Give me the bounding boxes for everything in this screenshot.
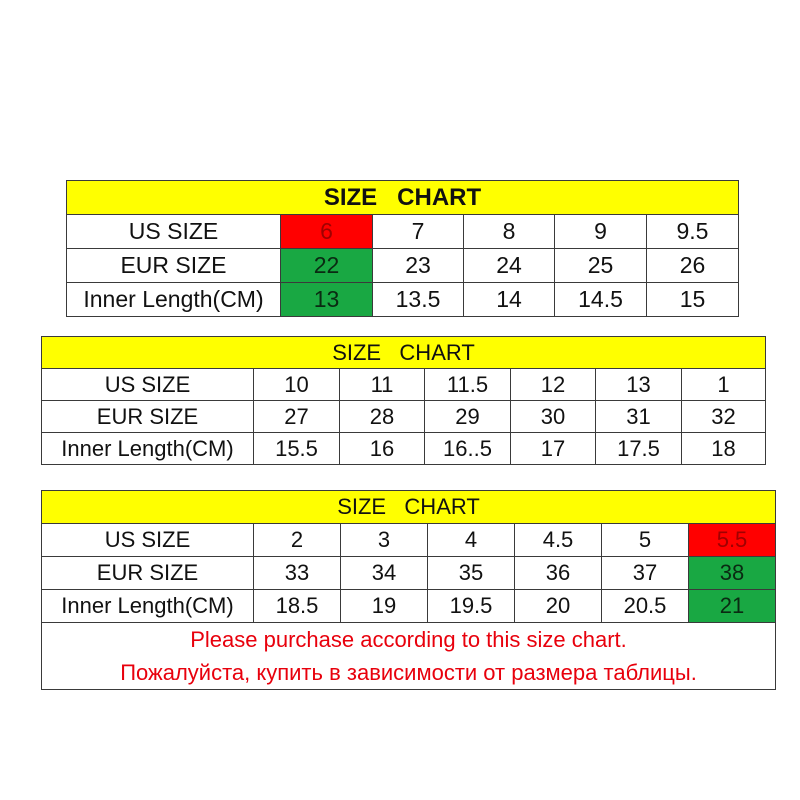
us-size-row (42, 369, 766, 401)
size-cell: 35 (428, 557, 515, 590)
us-size-row (42, 524, 776, 557)
row-label-eur-size: EUR SIZE (42, 557, 254, 590)
us-size-row (67, 215, 739, 249)
size-cell-highlighted: 6 (281, 215, 373, 249)
size-cell: 13 (596, 369, 682, 401)
size-cell: 17.5 (596, 433, 682, 465)
size-cell: 20 (515, 590, 602, 623)
size-cell: 5 (602, 524, 689, 557)
row-label-inner-length: Inner Length(CM) (42, 590, 254, 623)
size-cell: 4.5 (515, 524, 602, 557)
purchase-note-row (42, 623, 776, 690)
size-cell: 28 (340, 401, 425, 433)
inner-length-row (67, 283, 739, 317)
size-cell: 9 (555, 215, 647, 249)
size-cell: 11.5 (425, 369, 511, 401)
size-cell: 25 (555, 249, 647, 283)
size-cell: 12 (511, 369, 596, 401)
purchase-note (42, 623, 776, 690)
chart-title: SIZE CHART (42, 491, 776, 524)
size-cell: 17 (511, 433, 596, 465)
chart-title: SIZE CHART (42, 337, 766, 369)
row-label-inner-length: Inner Length(CM) (42, 433, 254, 465)
eur-size-row (67, 249, 739, 283)
row-label-inner-length: Inner Length(CM) (67, 283, 281, 317)
size-cell-highlighted: 5.5 (689, 524, 776, 557)
size-cell: 18.5 (254, 590, 341, 623)
row-label-eur-size: EUR SIZE (42, 401, 254, 433)
size-cell: 16 (340, 433, 425, 465)
size-cell: 20.5 (602, 590, 689, 623)
size-cell: 34 (341, 557, 428, 590)
size-cell: 13.5 (373, 283, 464, 317)
eur-size-row (42, 557, 776, 590)
size-cell: 15.5 (254, 433, 340, 465)
size-cell: 9.5 (647, 215, 739, 249)
size-cell: 8 (464, 215, 555, 249)
size-cell-highlighted: 22 (281, 249, 373, 283)
size-cell: 14.5 (555, 283, 647, 317)
size-cell: 2 (254, 524, 341, 557)
row-label-us-size: US SIZE (42, 369, 254, 401)
size-cell: 36 (515, 557, 602, 590)
size-cell: 31 (596, 401, 682, 433)
size-cell: 14 (464, 283, 555, 317)
size-cell: 23 (373, 249, 464, 283)
size-cell: 11 (340, 369, 425, 401)
size-cell: 15 (647, 283, 739, 317)
size-cell: 1 (682, 369, 766, 401)
size-cell: 16..5 (425, 433, 511, 465)
size-cell-highlighted: 21 (689, 590, 776, 623)
size-cell: 7 (373, 215, 464, 249)
size-chart-3 (41, 490, 776, 690)
size-chart-1 (66, 180, 739, 317)
size-cell-highlighted: 38 (689, 557, 776, 590)
size-cell: 19.5 (428, 590, 515, 623)
row-label-us-size: US SIZE (67, 215, 281, 249)
purchase-note-english: Please purchase according to this size chart. (190, 627, 627, 652)
size-cell: 26 (647, 249, 739, 283)
row-label-us-size: US SIZE (42, 524, 254, 557)
size-cell: 27 (254, 401, 340, 433)
size-cell: 18 (682, 433, 766, 465)
size-cell: 4 (428, 524, 515, 557)
eur-size-row (42, 401, 766, 433)
size-cell: 10 (254, 369, 340, 401)
chart-title: SIZE CHART (67, 181, 739, 215)
size-cell: 30 (511, 401, 596, 433)
purchase-note-russian: Пожалуйста, купить в зависимости от размера таблицы. (120, 660, 697, 685)
size-cell: 24 (464, 249, 555, 283)
size-chart-2 (41, 336, 766, 465)
size-cell: 37 (602, 557, 689, 590)
size-cell: 29 (425, 401, 511, 433)
size-cell: 32 (682, 401, 766, 433)
inner-length-row (42, 433, 766, 465)
size-cell-highlighted: 13 (281, 283, 373, 317)
row-label-eur-size: EUR SIZE (67, 249, 281, 283)
size-cell: 3 (341, 524, 428, 557)
size-cell: 33 (254, 557, 341, 590)
inner-length-row (42, 590, 776, 623)
size-cell: 19 (341, 590, 428, 623)
